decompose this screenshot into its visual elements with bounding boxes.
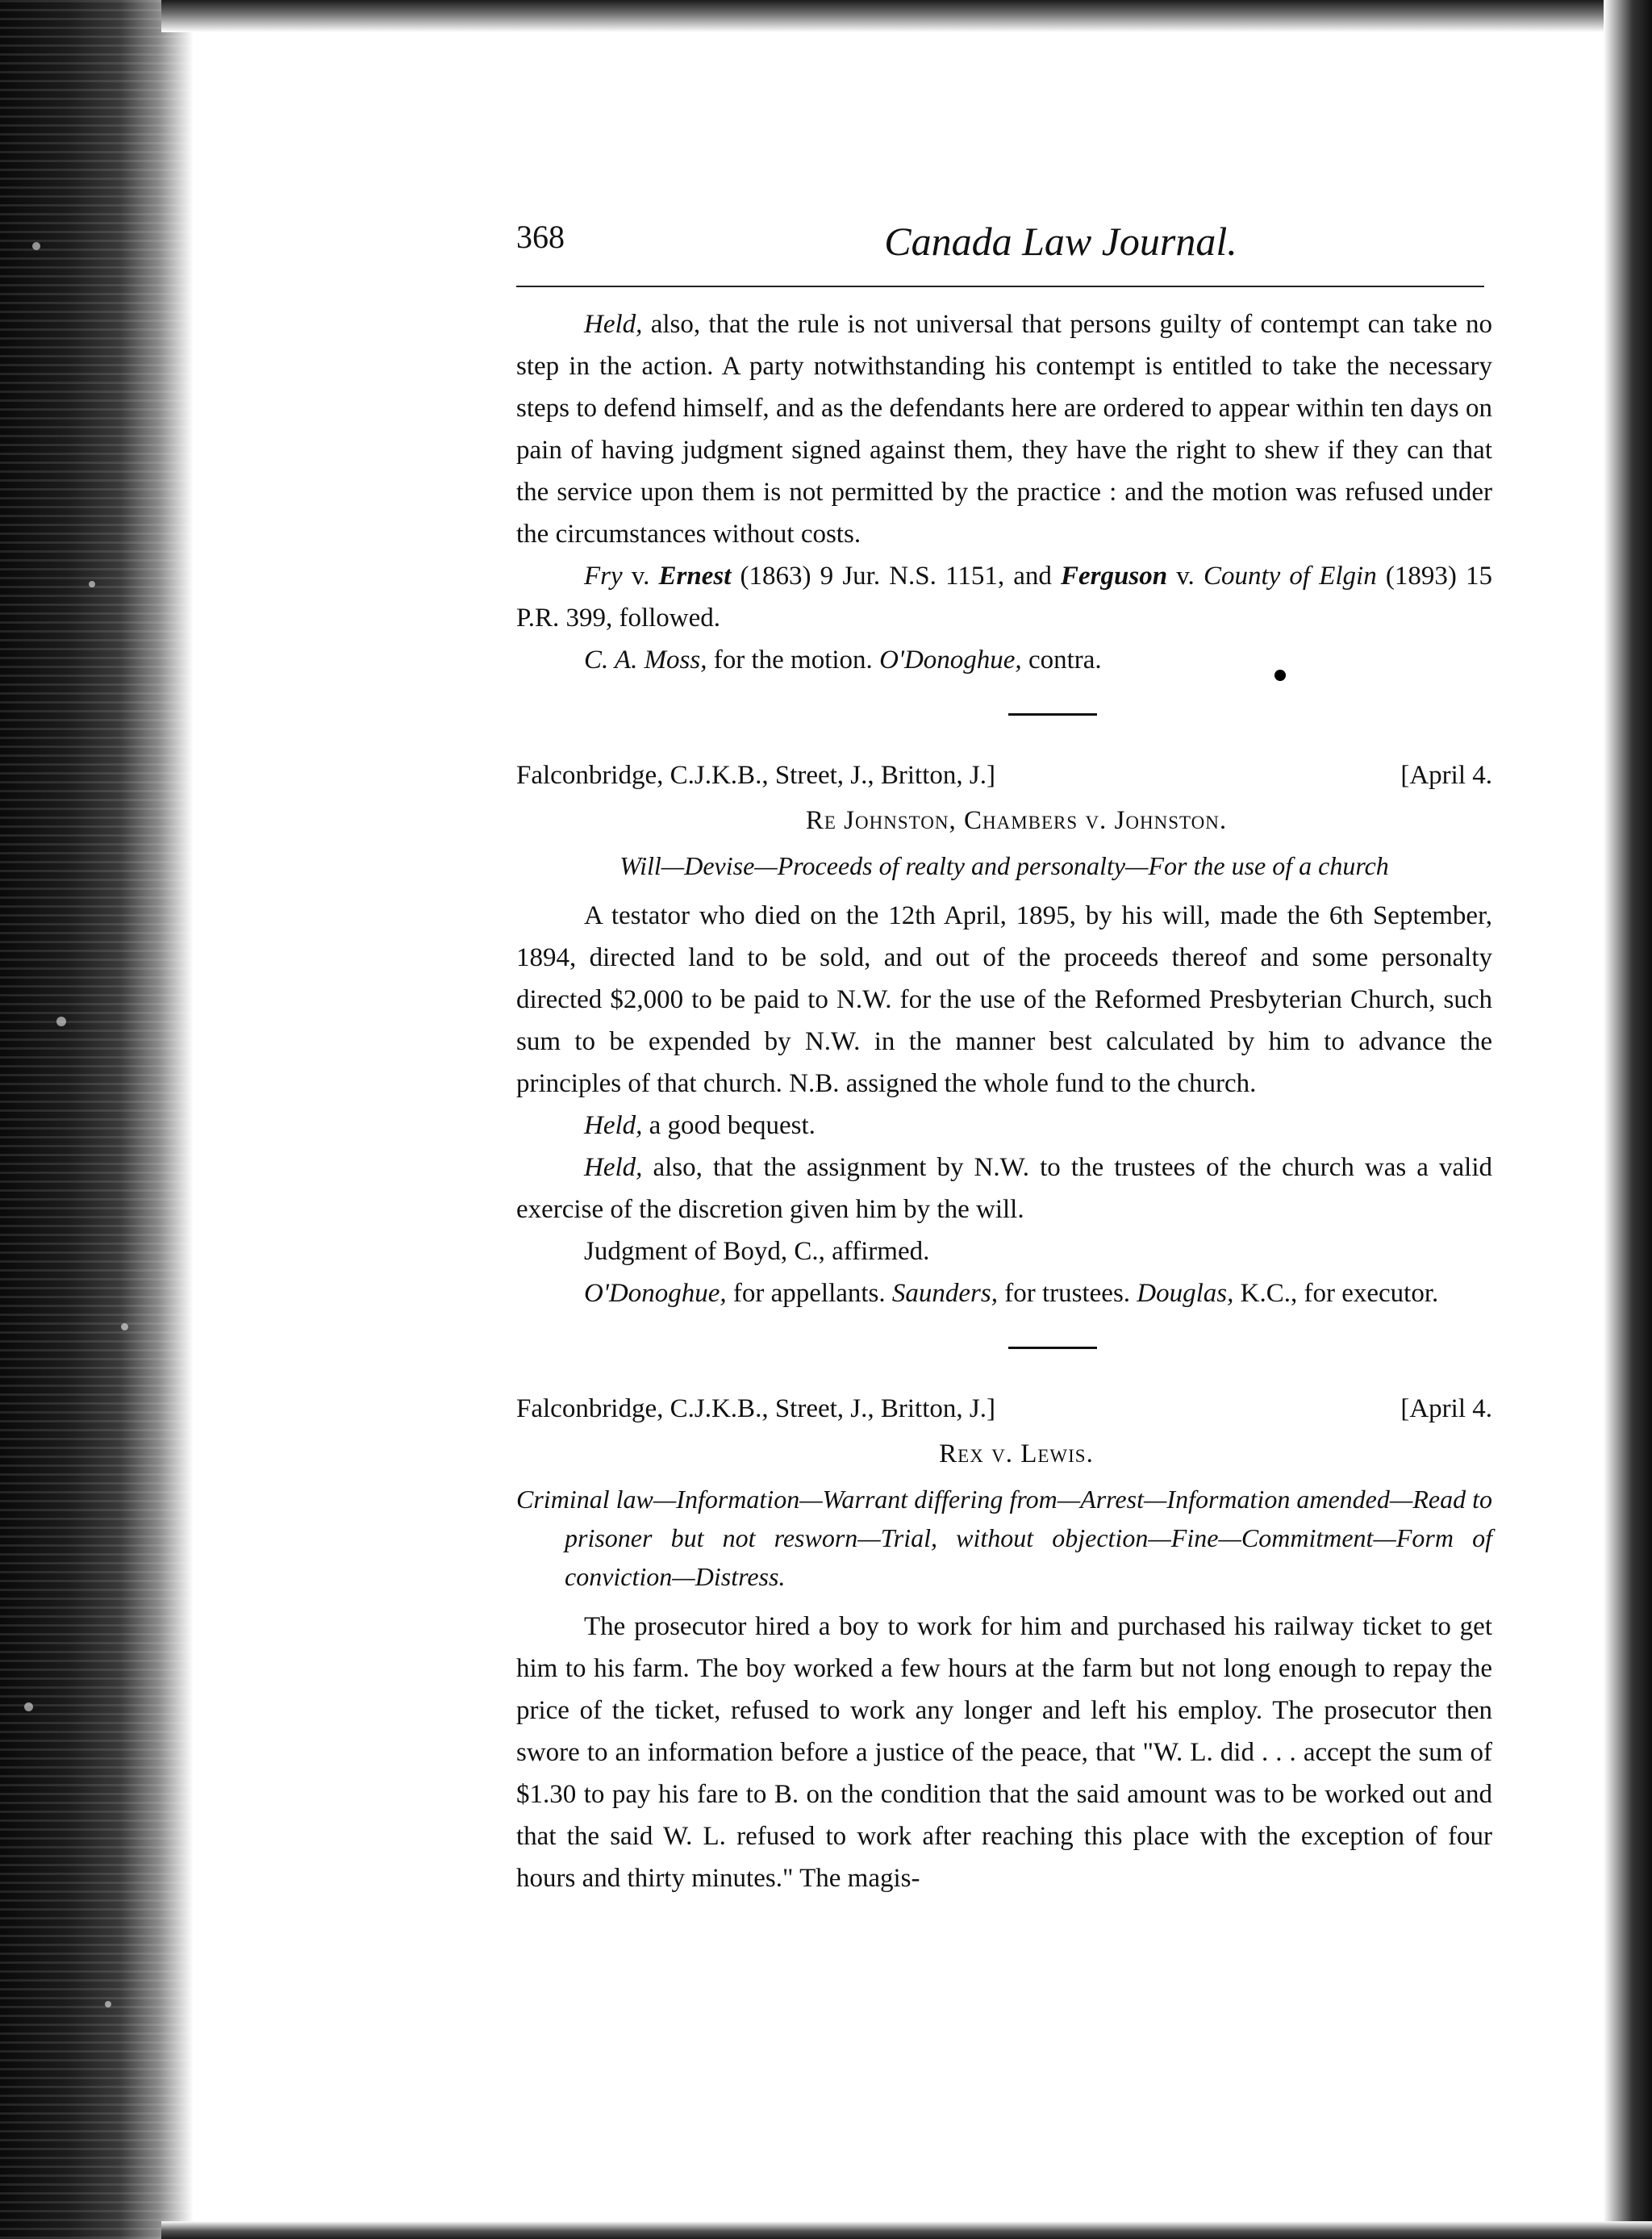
counsel-name: Douglas, [1137,1279,1234,1308]
case-body: A testator who died on the 12th April, 1895, by his will, made the 6th September, 1894, directed land to be sold, and out of the proceeds thereof and some personalty directed $2,000 to be paid to N.W. for the use of the Reformed Presbyterian Church, such sum to be expended by N.W. in the manner best calculated by him to advance the principles of that church. N.B. assigned the whole fund to the church. [516,901,1492,1098]
page-number: 368 [516,219,565,255]
counsel-text: for the motion. [707,645,880,675]
held-paragraph [516,1147,1492,1230]
journal-title: Canada Law Journal. [884,219,1237,264]
headnote: Will—Devise—Proceeds of realty and personalty—For the use of a church [620,851,1389,880]
held-label: Held, [584,310,643,339]
counsel-paragraph [516,1272,1492,1314]
running-head [516,218,1492,274]
counsel-name: Saunders, [891,1279,998,1308]
counsel-text: contra. [1021,645,1102,675]
case-title: Re Johnston, Chambers v. Johnston. [805,806,1228,835]
held-label: Held, [584,1111,643,1140]
header-rule [516,286,1484,287]
bench-judges: Falconbridge, C.J.K.B., Street, J., Britton, J.] [516,761,995,790]
decision-date: [April 4. [1400,1394,1492,1423]
versus: v. [1167,562,1204,591]
citation-text: (1893) 15 P.R. 399, followed. [516,562,1492,633]
counsel-text: for appellants. [726,1279,892,1308]
versus: v. [622,562,659,591]
judgment-line: Judgment of Boyd, C., affirmed. [584,1237,930,1266]
bench-judges: Falconbridge, C.J.K.B., Street, J., Britton, J.] [516,1394,995,1423]
section-divider [1008,713,1097,716]
page-body [516,218,1492,1899]
binding-shadow [0,0,194,2239]
counsel-name: C. A. Moss, [584,645,707,675]
counsel-name: O'Donoghue, [584,1279,727,1308]
case-name: Ernest [658,562,732,591]
decision-date: [April 4. [1400,761,1492,790]
counsel-name: O'Donoghue, [879,645,1022,675]
page-edge-right [1604,0,1652,2239]
case-name: Fry [584,562,623,591]
bench-line [516,1388,1492,1433]
authorities-paragraph [516,555,1492,639]
page-edge-top [161,0,1652,32]
case-title: Rex v. Lewis. [939,1439,1094,1468]
held-text: also, that the assignment by N.W. to the trustees of the church was a valid exercise of the discretion given him by the will. [516,1153,1492,1224]
citation-text: (1863) 9 Jur. N.S. 1151, and [731,562,1061,591]
held-text: a good bequest. [642,1111,816,1140]
page-edge-bottom [161,2221,1652,2239]
case-name: Ferguson [1061,562,1168,591]
held-paragraph [516,303,1492,555]
held-label: Held, [584,1153,643,1182]
bench-line [516,754,1492,800]
held-text: also, that the rule is not universal that persons guilty of contempt can take no step in the action. A party notwithstanding his contempt is entitled to take the necessary steps to defend himself, and as the defendants here are ordered to appear within ten days on pain of having judgment signed against them, they have the right to shew if they can that the service upon them is not permitted by the practice : and the motion was refused under the circumstances without costs. [516,310,1492,549]
case-body: The prosecutor hired a boy to work for him and purchased his railway ticket to get him to his farm. The boy worked a few hours at the farm but not long enough to repay the price of the ticket, refused to work any longer and left his employ. The prosecutor then swore to an information before a justice of the peace, that "W. L. did . . . accept the sum of $1.30 to pay his fare to B. on the condition that the said amount was to be worked out and that the said W. L. refused to work after reaching this place with the exception of four hours and thirty minutes." The magis- [516,1612,1492,1893]
section-divider [1008,1347,1097,1349]
case-name: County of Elgin [1203,562,1377,591]
counsel-text: K.C., for executor. [1233,1279,1439,1308]
headnote: Criminal law—Information—Warrant differing from—Arrest—Information amended—Read to prisoner but not resworn—Trial, without objection—Fine—Commitment—Form of conviction—Distress. [516,1485,1492,1591]
held-paragraph [516,1105,1492,1147]
counsel-text: for trustees. [998,1279,1137,1308]
counsel-paragraph [516,639,1492,681]
